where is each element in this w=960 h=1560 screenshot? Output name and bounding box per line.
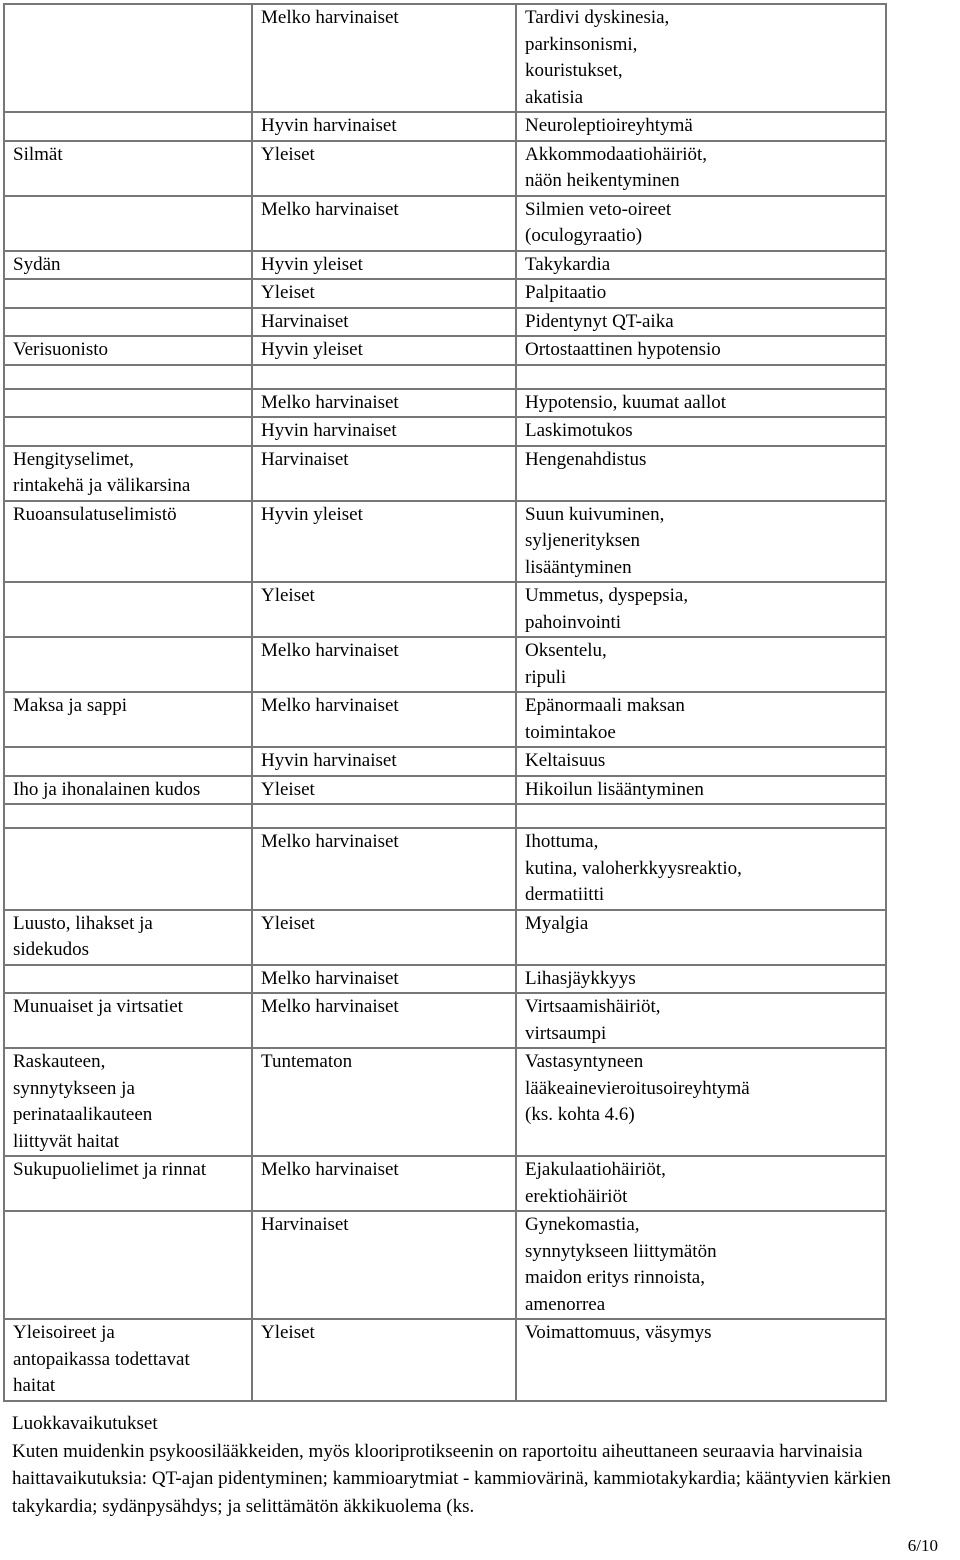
frequency-cell: Hyvin harvinaiset bbox=[252, 747, 516, 776]
frequency-cell: Harvinaiset bbox=[252, 308, 516, 337]
table-row bbox=[4, 637, 886, 692]
frequency-cell: Harvinaiset bbox=[252, 1211, 516, 1319]
adverse-effect-cell: Pidentynyt QT-aika bbox=[516, 308, 886, 337]
table-row bbox=[4, 582, 886, 637]
adverse-effect-cell: Hikoilun lisääntyminen bbox=[516, 776, 886, 805]
table-row bbox=[4, 251, 886, 280]
class-effects-text: Kuten muidenkin psykoosilääkkeiden, myös klooriprotikseenin on raportoitu aiheuttaneen seuraavia harvinaisia haittavaikutuksia: QT-ajan pidentyminen; kammioarytmiat - kammiovärinä, kammiotakykardia; kääntyvien kärkien takykardia; sydänpysähdys; ja selittämätön äkkikuolema (ks. bbox=[12, 1440, 891, 1517]
organ-class-cell bbox=[4, 637, 252, 692]
table-row bbox=[4, 1048, 886, 1156]
adverse-effect-cell: Ejakulaatiohäiriöt, erektiohäiriöt bbox=[516, 1156, 886, 1211]
organ-class-cell bbox=[4, 308, 252, 337]
organ-class-cell: Maksa ja sappi bbox=[4, 692, 252, 747]
adverse-effect-cell: Voimattomuus, väsymys bbox=[516, 1319, 886, 1401]
spacer-cell bbox=[252, 365, 516, 389]
frequency-cell: Hyvin yleiset bbox=[252, 251, 516, 280]
table-row bbox=[4, 1319, 886, 1401]
adverse-effect-cell: Myalgia bbox=[516, 910, 886, 965]
spacer-cell bbox=[516, 365, 886, 389]
adverse-effect-cell: Tardivi dyskinesia, parkinsonismi, kouristukset, akatisia bbox=[516, 4, 886, 112]
adverse-effects-table bbox=[3, 3, 887, 1402]
adverse-effect-cell: Silmien veto-oireet (oculogyraatio) bbox=[516, 196, 886, 251]
organ-class-cell bbox=[4, 965, 252, 994]
frequency-cell: Hyvin harvinaiset bbox=[252, 417, 516, 446]
spacer-row bbox=[4, 804, 886, 828]
table-row bbox=[4, 141, 886, 196]
organ-class-cell: Silmät bbox=[4, 141, 252, 196]
table-row bbox=[4, 776, 886, 805]
table-row bbox=[4, 279, 886, 308]
adverse-effect-cell: Vastasyntyneen lääkeainevieroitusoireyhtymä (ks. kohta 4.6) bbox=[516, 1048, 886, 1156]
organ-class-cell: Ruoansulatuselimistö bbox=[4, 501, 252, 583]
adverse-effect-cell: Neuroleptioireyhtymä bbox=[516, 112, 886, 141]
adverse-effect-cell: Takykardia bbox=[516, 251, 886, 280]
frequency-cell: Melko harvinaiset bbox=[252, 637, 516, 692]
frequency-cell: Harvinaiset bbox=[252, 446, 516, 501]
table-row bbox=[4, 501, 886, 583]
frequency-cell: Yleiset bbox=[252, 582, 516, 637]
frequency-cell: Yleiset bbox=[252, 279, 516, 308]
organ-class-cell bbox=[4, 747, 252, 776]
frequency-cell: Hyvin harvinaiset bbox=[252, 112, 516, 141]
table-row bbox=[4, 308, 886, 337]
frequency-cell: Yleiset bbox=[252, 910, 516, 965]
frequency-cell: Hyvin yleiset bbox=[252, 501, 516, 583]
spacer-row bbox=[4, 365, 886, 389]
adverse-effect-cell: Oksentelu, ripuli bbox=[516, 637, 886, 692]
frequency-cell: Melko harvinaiset bbox=[252, 4, 516, 112]
adverse-effect-cell: Laskimotukos bbox=[516, 417, 886, 446]
frequency-cell: Melko harvinaiset bbox=[252, 1156, 516, 1211]
class-effects-section bbox=[12, 1410, 942, 1520]
table-row bbox=[4, 910, 886, 965]
table-row bbox=[4, 4, 886, 112]
adverse-effect-cell: Keltaisuus bbox=[516, 747, 886, 776]
table-row bbox=[4, 112, 886, 141]
organ-class-cell bbox=[4, 196, 252, 251]
adverse-effect-cell: Ummetus, dyspepsia, pahoinvointi bbox=[516, 582, 886, 637]
organ-class-cell bbox=[4, 828, 252, 910]
organ-class-cell bbox=[4, 417, 252, 446]
organ-class-cell: Sukupuolielimet ja rinnat bbox=[4, 1156, 252, 1211]
table-row bbox=[4, 336, 886, 365]
table-row bbox=[4, 1156, 886, 1211]
frequency-cell: Yleiset bbox=[252, 141, 516, 196]
adverse-effect-cell: Akkommodaatiohäiriöt, näön heikentyminen bbox=[516, 141, 886, 196]
spacer-cell bbox=[252, 804, 516, 828]
frequency-cell: Melko harvinaiset bbox=[252, 828, 516, 910]
frequency-cell: Melko harvinaiset bbox=[252, 692, 516, 747]
adverse-effect-cell: Virtsaamishäiriöt, virtsaumpi bbox=[516, 993, 886, 1048]
frequency-cell: Yleiset bbox=[252, 1319, 516, 1401]
organ-class-cell: Luusto, lihakset ja sidekudos bbox=[4, 910, 252, 965]
organ-class-cell bbox=[4, 582, 252, 637]
spacer-cell bbox=[516, 804, 886, 828]
adverse-effect-cell: Suun kuivuminen, syljenerityksen lisääntyminen bbox=[516, 501, 886, 583]
table-row bbox=[4, 196, 886, 251]
organ-class-cell: Iho ja ihonalainen kudos bbox=[4, 776, 252, 805]
organ-class-cell: Sydän bbox=[4, 251, 252, 280]
frequency-cell: Melko harvinaiset bbox=[252, 389, 516, 418]
organ-class-cell: Munuaiset ja virtsatiet bbox=[4, 993, 252, 1048]
adverse-effect-cell: Lihasjäykkyys bbox=[516, 965, 886, 994]
frequency-cell: Yleiset bbox=[252, 776, 516, 805]
table-row bbox=[4, 747, 886, 776]
organ-class-cell bbox=[4, 389, 252, 418]
adverse-effect-cell: Hypotensio, kuumat aallot bbox=[516, 389, 886, 418]
organ-class-cell bbox=[4, 112, 252, 141]
table-row bbox=[4, 828, 886, 910]
spacer-cell bbox=[4, 804, 252, 828]
adverse-effect-cell: Ihottuma, kutina, valoherkkyysreaktio, dermatiitti bbox=[516, 828, 886, 910]
frequency-cell: Hyvin yleiset bbox=[252, 336, 516, 365]
adverse-effect-cell: Palpitaatio bbox=[516, 279, 886, 308]
table-row bbox=[4, 965, 886, 994]
table-row bbox=[4, 1211, 886, 1319]
organ-class-cell: Hengityselimet, rintakehä ja välikarsina bbox=[4, 446, 252, 501]
spacer-cell bbox=[4, 365, 252, 389]
adverse-effect-cell: Ortostaattinen hypotensio bbox=[516, 336, 886, 365]
table-row bbox=[4, 993, 886, 1048]
table-row bbox=[4, 692, 886, 747]
table-row bbox=[4, 446, 886, 501]
organ-class-cell: Yleisoireet ja antopaikassa todettavat haitat bbox=[4, 1319, 252, 1401]
adverse-effect-cell: Gynekomastia, synnytykseen liittymätön maidon eritys rinnoista, amenorrea bbox=[516, 1211, 886, 1319]
frequency-cell: Tuntematon bbox=[252, 1048, 516, 1156]
table-row bbox=[4, 389, 886, 418]
table-row bbox=[4, 417, 886, 446]
class-effects-heading: Luokkavaikutukset bbox=[12, 1413, 158, 1434]
page-number: 6/10 bbox=[907, 1536, 938, 1555]
organ-class-cell: Raskauteen, synnytykseen ja perinataalikauteen liittyvät haitat bbox=[4, 1048, 252, 1156]
organ-class-cell bbox=[4, 4, 252, 112]
frequency-cell: Melko harvinaiset bbox=[252, 993, 516, 1048]
adverse-effect-cell: Epänormaali maksan toimintakoe bbox=[516, 692, 886, 747]
organ-class-cell bbox=[4, 1211, 252, 1319]
frequency-cell: Melko harvinaiset bbox=[252, 196, 516, 251]
organ-class-cell bbox=[4, 279, 252, 308]
organ-class-cell: Verisuonisto bbox=[4, 336, 252, 365]
frequency-cell: Melko harvinaiset bbox=[252, 965, 516, 994]
adverse-effects-table-body bbox=[4, 4, 886, 1401]
adverse-effect-cell: Hengenahdistus bbox=[516, 446, 886, 501]
